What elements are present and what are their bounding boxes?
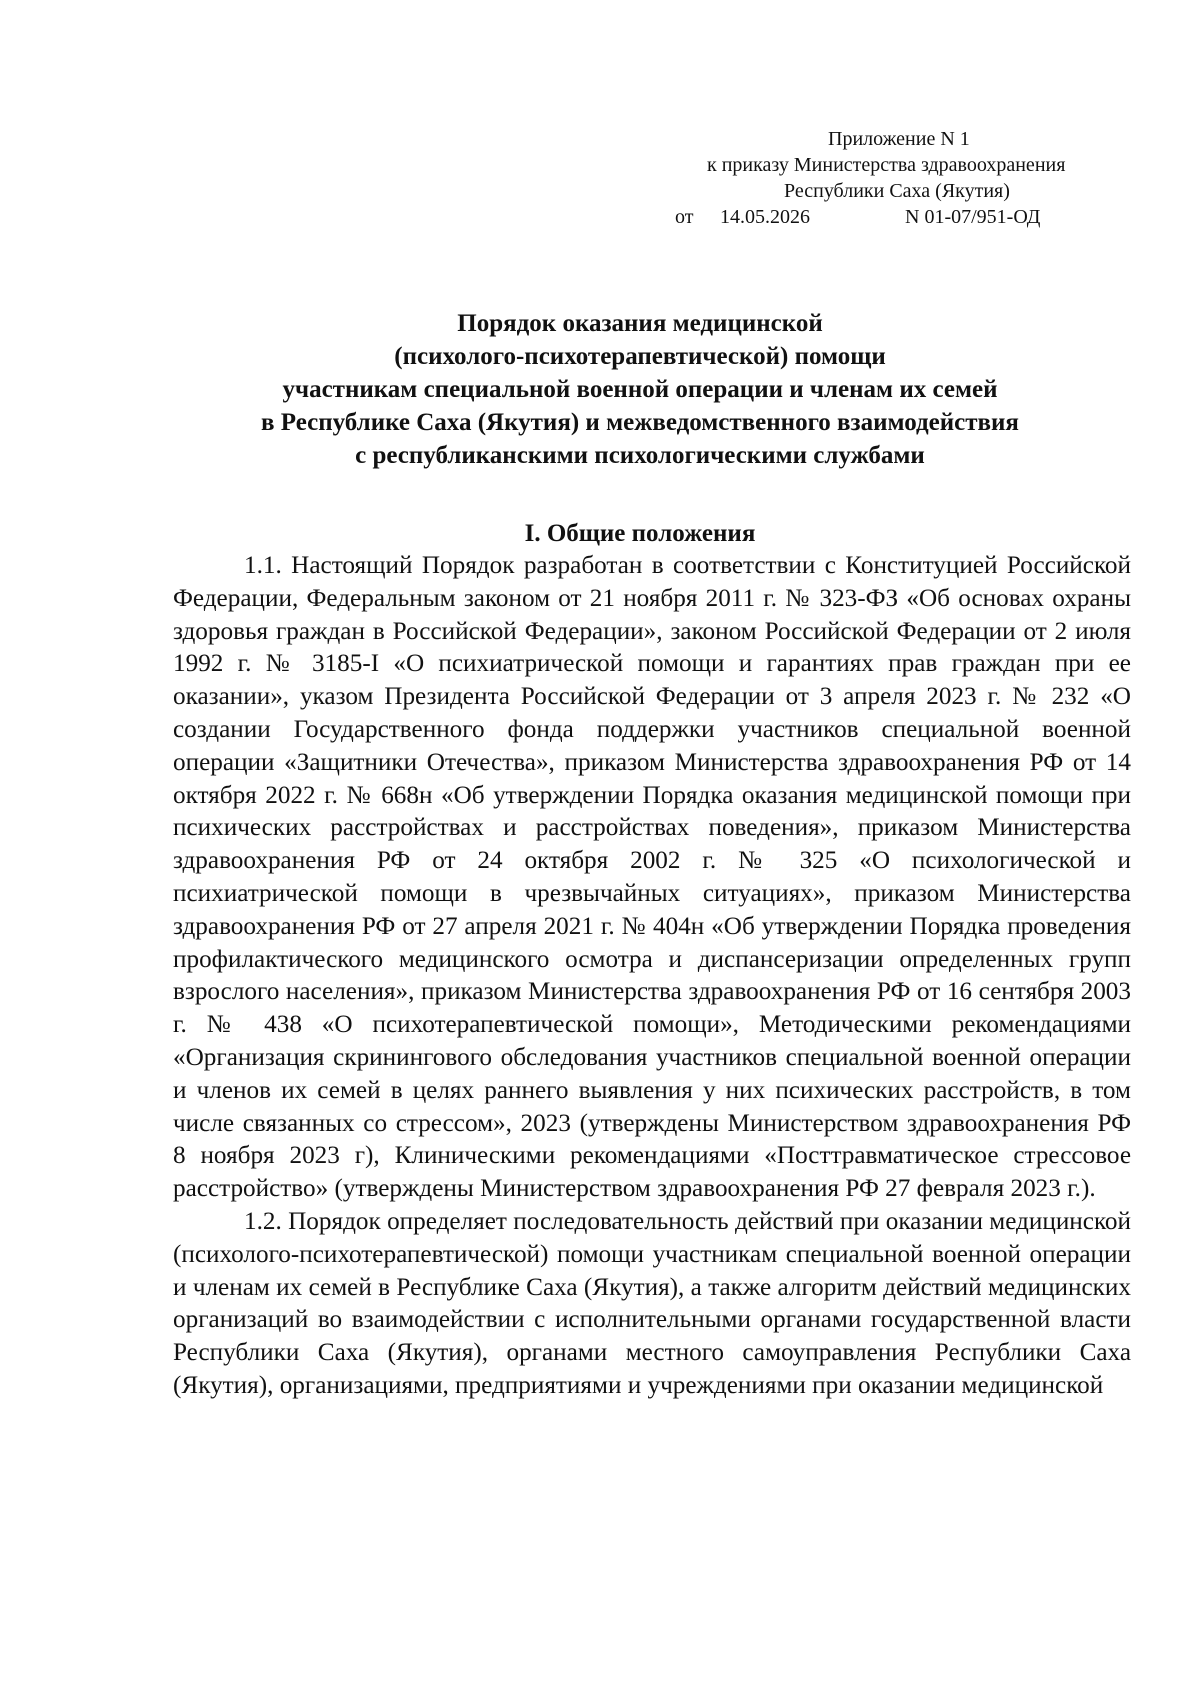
- appendix-from-label: от: [675, 206, 694, 228]
- appendix-title: Приложение N 1: [828, 128, 970, 150]
- title-line: в Республике Саха (Якутия) и межведомственного взаимодействия: [261, 409, 1019, 436]
- appendix-date-number: [675, 204, 1120, 230]
- section-heading: I. Общие положения: [524, 520, 756, 547]
- title-line: участникам специальной военной операции и членам их семей: [282, 376, 998, 403]
- document-title: [160, 307, 1120, 472]
- appendix-number: N 01-07/951-ОД: [905, 206, 1041, 228]
- title-line: Порядок оказания медицинской: [457, 310, 823, 337]
- appendix-date: 14.05.2026: [720, 206, 810, 228]
- section-body: [173, 550, 1131, 1403]
- appendix-region: Республики Саха (Якутия): [784, 180, 1010, 202]
- paragraph-1-1: 1.1. Настоящий Порядок разработан в соответствии с Конституцией Российской Федерации, Федеральным законом от 21 ноября 2011 г. № 323-ФЗ «Об основах охраны здоровья граждан в Российской Федерации», законом Российской Федерации от 2 июля 1992 г. № 3185-I «О психиатрической помощи и гарантиях прав граждан при ее оказании», указом Президента Российской Федерации от 3 апреля 2023 г. № 232 «О создании Государственного фонда поддержки участников специальной военной операции «Защитники Отечества», приказом Министерства здравоохранения РФ от 14 октября 2022 г. № 668н «Об утверждении Порядка оказания медицинской помощи при психических расстройствах и расстройствах поведения», приказом Министерства здравоохранения РФ от 24 октября 2002 г. № 325 «О психологической и психиатрической помощи в чрезвычайных ситуациях», приказом Министерства здравоохранения РФ от 27 апреля 2021 г. № 404н «Об утверждении Порядка проведения профилактического медицинского осмотра и диспансеризации определенных групп взрослого населения», приказом Министерства здравоохранения РФ от 16 сентября 2003 г. № 438 «О психотерапевтической помощи», Методическими рекомендациями «Организация скринингового обследования участников специальной военной операции и членов их семей в целях раннего выявления у них психических расстройств, в том числе связанных со стрессом», 2023 (утверждены Министерством здравоохранения РФ 8 ноября 2023 г), Клиническими рекомендациями «Посттравматическое стрессовое расстройство» (утверждены Министерством здравоохранения РФ 27 февраля 2023 г.).: [173, 552, 1131, 1203]
- appendix-header: [675, 126, 1120, 230]
- paragraph-1-2: 1.2. Порядок определяет последовательность действий при оказании медицинской (психолого-психотерапевтической) помощи участникам специальной военной операции и членам их семей в Республике Саха (Якутия), а также алгоритм действий медицинских организаций во взаимодействии с исполнительными органами государственной власти Республики Саха (Якутия), органами местного самоуправления Республики Саха (Якутия), организациями, предприятиями и учреждениями при оказании медицинской: [173, 1207, 1131, 1399]
- title-line: (психолого-психотерапевтической) помощи: [394, 343, 886, 370]
- appendix-order-ref: к приказу Министерства здравоохранения: [707, 154, 1066, 176]
- title-line: с республиканскими психологическими службами: [355, 442, 925, 469]
